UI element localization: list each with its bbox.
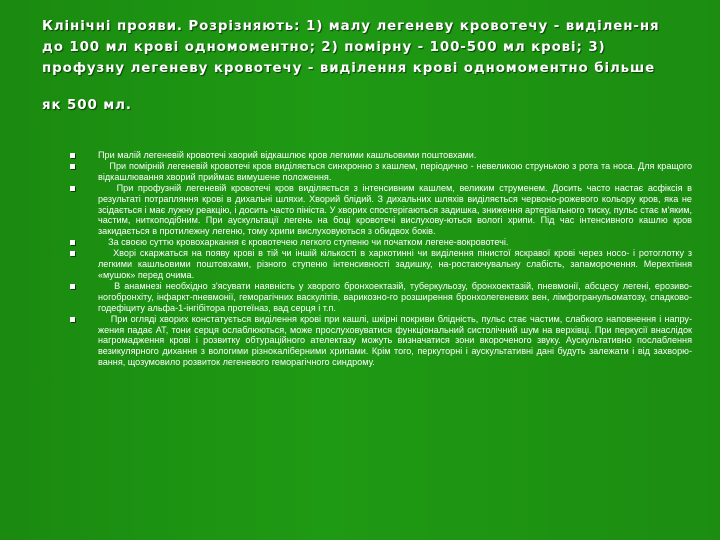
square-bullet-icon <box>70 153 75 158</box>
list-item <box>70 313 695 369</box>
title-line: профузну легеневу кровотечу - виділення крові одномоментно більше <box>42 61 656 76</box>
list-item-text: При малій легеневій кровотечі хворий відкашлює кров легкими кашльовими поштовхами. <box>98 150 477 160</box>
square-bullet-icon <box>70 186 75 191</box>
list-item-text: За своєю суттю кровохаркання є кровотечею легкого ступеню чи початком легене-вокровотечі. <box>98 237 509 248</box>
square-bullet-icon <box>70 284 75 289</box>
list-item-text: Хворі скаржаться на появу крові в тій чи іншій кількості в харкотинні чи виділення пінистої яскравої крові через носо- і ротоглотку з легкими кашльовими поштовхами, різного ступеню інтенсивності задишку, на-ростаючувальну слабість, запаморочення. Мерехтіння «мушок» перед очима. <box>98 248 695 280</box>
square-bullet-icon <box>70 164 75 169</box>
square-bullet-icon <box>70 251 75 256</box>
square-bullet-icon <box>70 240 75 245</box>
list-item <box>70 281 692 314</box>
title-line: Клінічні прояви. Розрізняють: 1) малу легеневу кровотечу - виділен-ня <box>42 19 660 34</box>
title-line: як 500 мл. <box>42 98 132 113</box>
list-item-text: При помірній легеневій кровотечі кров виділяється синхронно з кашлем, періодично - невеликою струнькою з рота та носа. Для кращого відкашлювання хворий приймає вимушене положення. <box>98 160 695 182</box>
list-item <box>70 237 692 248</box>
list-item-text: В анамнезі необхідно з'ясувати наявність у хворого бронхоектазій, туберкульозу, бронхоектазій, пневмонії, абсцесу легені, ерозиво-ногобронхіту, інфаркт-пневмонії, геморагічних васкулітів, варикозно-го розширення бронхолегеневих вен, лімфогранульоматозу, спадково-годефіциту альфа-1-інгібітора протеїназ, вад серця і т.п. <box>98 280 693 313</box>
list-item-text: При огляді хворих констатується виділення крові при кашлі, шкірні покриви блідність, пульс стає частим, слабкого наповнення і напру-жения падає АТ, тони серця ослаблюються, може прослуховуватися функціональний систолічний шум на верхівці. При перкусії внаслідок нагромадження крові і розвитку обтураційного ателектазу можуть визначатися зони вкороченого звуку. Аускультативно послаблення везикулярного дихання з вологими різнокаліберними хрипами. Крім того, перкуторні і аускультативні дані будуть залежати і від захворю-вання, щозумовило розвиток легеневого геморагічного синдрому. <box>98 313 695 368</box>
list-item <box>70 160 695 183</box>
list-item-text: При профузній легеневій кровотечі кров виділяється з інтенсивним кашлем, великим струменем. Досить часто настає асфіксія в результаті потрапляння крові в дихальні шляхи. Хворий блідий. З дихальних шляхів виділяється червоно-рожевого кольору кров, яка не зсідається і має лужну реакцію, і досить часто пініста. У хворих спостерігаються задишка, зниження артеріального тиску, пульс стає м'яким, частим, ниткоподібним. При аускультації легень на боці кровотечі вислухову-ються вологі хрипи. Під час інтенсивного кашлю кров закидається в протилежну легеню, тому хрипи вислуховуються з обидвох боків. <box>98 182 695 237</box>
list-item <box>70 150 692 161</box>
title-line: до 100 мл крові одномоментно; 2) помірну - 100-500 мл крові; 3) <box>42 40 606 55</box>
list-item <box>70 182 695 238</box>
slide-title <box>42 16 702 116</box>
list-item <box>70 248 695 281</box>
bullet-list <box>70 150 695 368</box>
square-bullet-icon <box>70 317 75 322</box>
